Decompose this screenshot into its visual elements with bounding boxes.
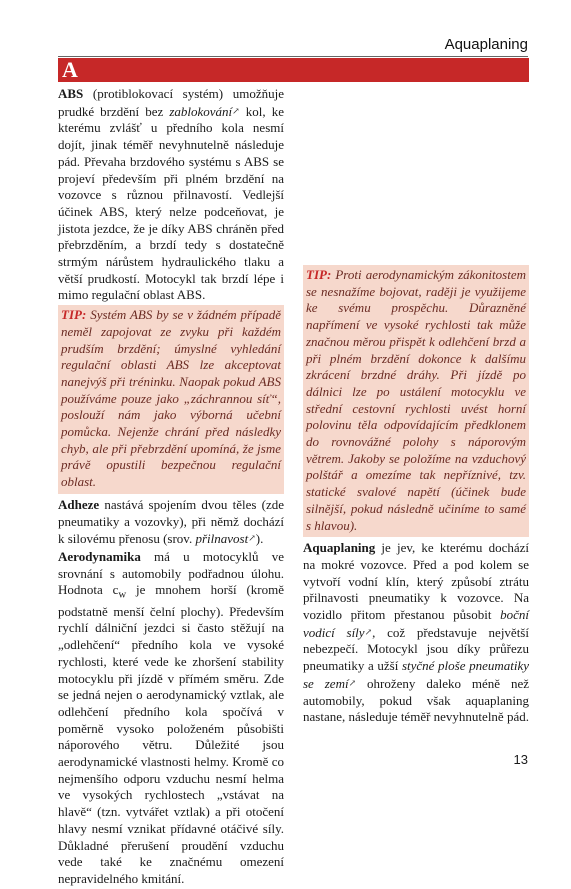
header-rule bbox=[58, 56, 528, 57]
xref-prilnavost[interactable]: přilnavost bbox=[195, 531, 249, 547]
link-arrow-icon: ↗ bbox=[232, 105, 240, 116]
entry-adheze: Adheze nastává spojením dvou těles (zde pneumatiky a vozovky), při němž dochází k silovému přenosu (srov. přilnavost↗). bbox=[58, 496, 284, 547]
term-abs: ABS bbox=[58, 86, 84, 101]
link-arrow-icon: ↗ bbox=[248, 533, 256, 544]
entry-abs: ABS (protiblokovací systém) umožňuje prudké brzdění bez zablokování↗ kol, ke kterému zvlášť u předního kola nesmí dojít, jinak téměř nevyhnutelně následuje pád. Převaha brzdového systému s ABS se projeví především při plném brzdění na vozovce s různou přilnavostí. Vedlejší účinek ABS, který nelze podceňovat, je jistota jezdce, že je díky ABS chráněn před přebrzděním, a brzdí tedy s dostatečně strmým nárůstem hydraulického tlaku a větší prudkostí. Motocykl tak brzdí lépe i mimo regulační oblast ABS. bbox=[58, 86, 284, 303]
tip-label: TIP: bbox=[306, 267, 332, 282]
tip-box-abs: TIP: Systém ABS by se v žádném případě neměl zapojovat ze zvyku při každém prudším brzdění; úmyslné vyhledání regulační oblasti ABS lze akceptovat nanejvýš při tréninku. Naopak pokud ABS používáme pouze jako „záchrannou síť“, poslouží nám jako výborná učební pomůcka. Nejenže chrání před následky chyb, ale při přebrzdění upomíná, že jsme právě opustili bezpečnou regulační oblast. bbox=[58, 305, 284, 494]
xref-stycna-plocha[interactable]: styčné ploše pneumatiky se zemí bbox=[303, 658, 530, 691]
link-arrow-icon: ↗ bbox=[348, 677, 357, 688]
right-column bbox=[303, 70, 529, 727]
tip-box-aero: TIP: Proti aerodynamickým zákonitostem se nesnažíme bojovat, raději je využijeme ke svému prospěchu. Důrazněné napřímení ve vysoké rychlosti tak může značnou měrou přispět k odlehčení brzd a při plném brzdění dokonce k dalšímu zkrácení brzdné dráhy. Při jízdě po dálnici lze po ustálení motocyklu ve střední cestovní rychlosti uvést horní polovinu těla odpovídajícím předklonem do rovnovážné polohy s náporovým větrem. Jakoby se položíme na vzduchový polštář a omezíme tak nepříznivé, tzv. statické svalové napětí (účinek bude silnější, pokud následně učiníme to samé s hlavou). bbox=[303, 265, 529, 537]
left-column bbox=[58, 86, 284, 889]
section-letter: A bbox=[62, 57, 78, 82]
entry-aerodynamika: Aerodynamika má u motocyklů ve srovnání s automobily podřadnou úlohu. Hodnota $c_w$ je mnohem horší (kromě podstatně menší čelní plochy). Především rychlí dálniční jezdci si často stěžují na „odlehčení“ předního kola ve vysoké rychlosti, které vede ke zhoršení stability motocyklu při jízdě v přímém směru. Zde se jedná nejen o aerodynamický vztlak, ale odlehčení předního kola spočívá v poměrně vysoko položeném působišti náporového větru. Důležité jsou aerodynamické vlastnosti helmy. Kromě co nejmenšího odporu vzduchu nesmí helma ve vysokých rychlostech „vstávat na hlavě“ (tzn. vytvářet vztlak) a při otočení hlavy nesmí vznikat přídavné otáčivé síly. Důkladné přerušení proudění vzduchu vede také ke značnému omezení nepravidelného kmitání. bbox=[58, 548, 284, 886]
term-aquaplaning: Aquaplaning bbox=[303, 540, 376, 556]
entry-aquaplaning: Aquaplaning je jev, ke kterému dochází na mokré vozovce. Před a pod kolem se vytvoří vodní klín, který způsobí ztrátu přilnavosti pneumatiky k vozovce. Na vozidlo přitom přestanou působit boční vodicí síly↗, což představuje největší nebezpečí. Motocykl jsou díky průřezu pneumatiky a užší styčné ploše pneumatiky se zemí↗ ohroženy daleko méně než automobily, pokud však aquaplaning nastane, následuje téměř nevyhnutelně pád. bbox=[303, 540, 530, 725]
term-adheze: Adheze bbox=[58, 496, 100, 512]
xref-zablokovani[interactable]: zablokování bbox=[169, 103, 233, 119]
xref-bocni-vodici-sily[interactable]: boční vodicí síly bbox=[303, 607, 529, 640]
running-header: Aquaplaning bbox=[444, 36, 528, 53]
term-aerodynamika: Aerodynamika bbox=[58, 548, 141, 564]
page-number: 13 bbox=[513, 752, 528, 767]
tip-label: TIP: bbox=[61, 307, 87, 323]
link-arrow-icon: ↗ bbox=[364, 626, 373, 637]
